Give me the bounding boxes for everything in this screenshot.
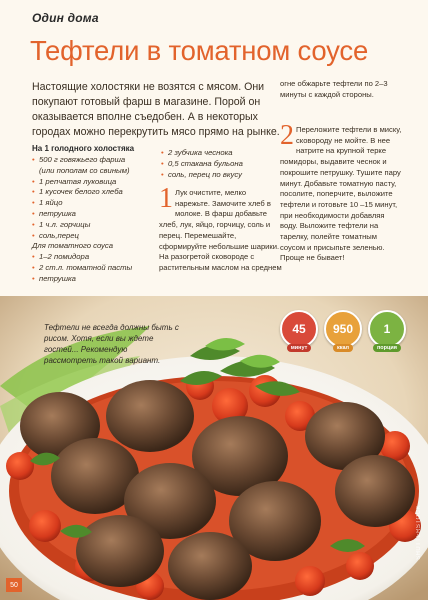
ingredient-text: 1 репчатая луковица xyxy=(39,176,117,186)
step1-continuation: огне обжарьте тефтели по 2–3 минуты с каждой стороны. xyxy=(280,79,388,99)
ingredient-text: 500 г говяжьего фарша xyxy=(39,155,126,164)
bullet-icon: • xyxy=(161,158,164,168)
time-badge-label: минут xyxy=(287,344,312,352)
ingredient-text: 1 кусочек белого хлеба xyxy=(39,187,123,197)
ingredient-text: 0,5 стакана бульона xyxy=(168,158,243,168)
sauce-item-text: петрушка xyxy=(39,273,76,283)
sauce-heading: Для томатного соуса xyxy=(32,241,113,251)
calories-badge-value: 950 xyxy=(332,322,354,336)
photo-caption: Тефтели не всегда должны быть с рисом. Хотя, если вы ждете гостей... Рекомендую рассмотреть такой вариант. xyxy=(44,323,179,365)
servings-badge xyxy=(368,310,406,351)
bullet-icon: • xyxy=(32,252,35,262)
ingredient-item xyxy=(32,166,162,177)
sauce-item-text: 2 ст.л. томатной пасты xyxy=(39,262,133,272)
ingredient-text: соль, перец по вкусу xyxy=(168,169,242,179)
sauce-item xyxy=(32,274,162,285)
bullet-icon: • xyxy=(32,187,35,197)
ingredient-item xyxy=(32,187,162,198)
bullet-icon: • xyxy=(32,176,35,186)
ingredient-text: 2 зубчика чеснока xyxy=(168,148,233,157)
bullet-icon: • xyxy=(32,273,35,283)
step-1 xyxy=(159,183,283,274)
step-2 xyxy=(280,120,404,264)
calories-badge xyxy=(324,310,362,351)
bullet-icon: • xyxy=(32,208,35,218)
photo-credit: SHUTTERSTOCK xyxy=(416,505,422,560)
calories-badge-label: ккал xyxy=(333,344,353,352)
bullet-icon: • xyxy=(161,148,164,157)
ingredient-text: 1 ч.л. горчицы xyxy=(39,219,91,229)
step-1-number: 1 xyxy=(159,183,173,214)
bullet-icon: • xyxy=(32,230,35,240)
bullet-icon: • xyxy=(32,262,35,272)
step-2-number: 2 xyxy=(280,120,294,151)
ingredient-item xyxy=(161,159,281,170)
ingredients-heading: На 1 голодного холостяка xyxy=(32,144,135,153)
bullet-icon: • xyxy=(32,219,35,229)
intro-text: Настоящие холостяки не возятся с мясом. Они покупают готовый фарш в магазине. Порой он оказывается вполне съедобен. А в некоторых городах можно перекрутить мясо прямо на рынке. xyxy=(32,81,280,138)
servings-badge-value: 1 xyxy=(383,322,391,336)
ingredient-text: (или пополам со свиным) xyxy=(39,165,130,175)
ingredient-item xyxy=(32,209,162,220)
time-badge-value: 45 xyxy=(292,322,306,336)
servings-badge-label: порция xyxy=(373,344,401,352)
bullet-icon: • xyxy=(32,198,35,208)
ingredient-item xyxy=(161,170,281,181)
ingredient-item xyxy=(32,220,162,231)
time-badge xyxy=(280,310,318,351)
ingredient-item xyxy=(32,177,162,188)
ingredient-text: петрушка xyxy=(39,208,76,218)
ingredients-list xyxy=(32,155,162,285)
bullet-icon: • xyxy=(32,155,35,164)
sauce-item-text: 1–2 помидора xyxy=(39,252,90,262)
ingredient-item xyxy=(161,148,281,159)
page-number: 50 xyxy=(6,578,22,592)
ingredient-item xyxy=(32,231,162,242)
ingredients-list-col2 xyxy=(161,148,281,180)
page-title: Тефтели в томатном соусе xyxy=(30,35,369,66)
bullet-icon: • xyxy=(161,169,164,179)
sauce-item xyxy=(32,263,162,274)
ingredient-item xyxy=(32,155,162,166)
step-2-text: Переложите тефтели в миску, сковороду не мойте. В нее натрите на крупной терке помидоры, выдавите чеснок и покрошите петрушку. Тушите пару минут. Добавьте томатную пасту, посолите, поперчите, выложите тефтели и готовьте 10 –15 минут, при необходимости добавляя воду. Выложите тефтели на тарелку, полейте томатным соусом и присыпьте зеленью. Проще не бывает! xyxy=(280,125,402,263)
step-1-text: Лук очистите, мелко нарежьте. Замочите хлеб в молоке. В фарш добавьте хлеб, лук, яйцо, горчицу, соль и перец. Перемешайте, сформируйте небольшие шарики. На разогретой сковороде с растительным маслом на среднем xyxy=(159,188,282,272)
ingredient-item xyxy=(32,198,162,209)
ingredient-text: 1 яйцо xyxy=(39,198,63,208)
recipe-badges xyxy=(280,310,406,351)
section-label: Один дома xyxy=(32,11,99,25)
sauce-item xyxy=(32,252,162,263)
ingredient-text: соль,перец xyxy=(39,230,79,240)
